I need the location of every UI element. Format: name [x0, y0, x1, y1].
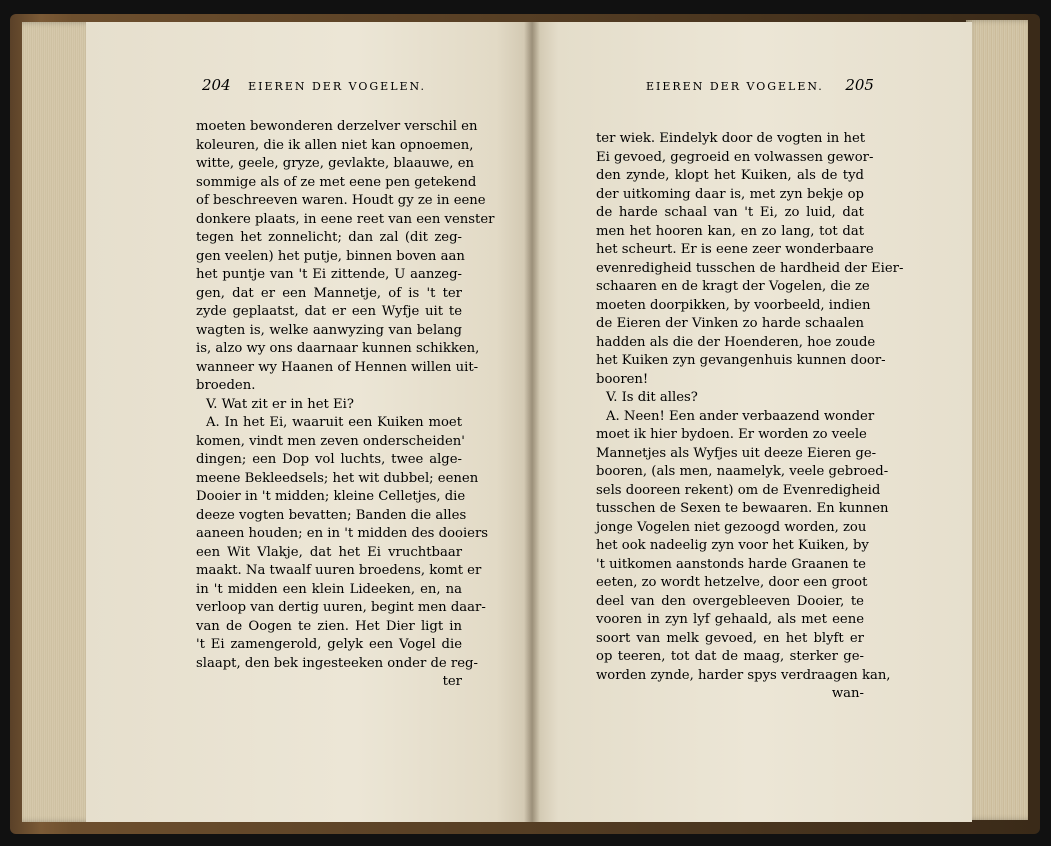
- left-page-text-line: donkere plaats, in eene reet van een venster: [196, 211, 495, 227]
- left-text-block: [196, 118, 495, 692]
- left-page-text-line: gen, dat er een Mannetje, of is 't ter: [196, 285, 462, 301]
- left-page-text-line: slaapt, den bek ingesteeken onder de reg-: [196, 655, 478, 671]
- left-page-catchword: ter: [442, 674, 462, 689]
- right-page-text-line: tusschen de Sexen te bewaaren. En kunnen: [596, 501, 889, 516]
- left-page-text-line: is, alzo wy ons daarnaar kunnen schikken,: [196, 341, 480, 356]
- left-page-text-line: witte, geele, gryze, gevlakte, blaauwe, en: [196, 156, 474, 171]
- left-page-text-line: maakt. Na twaalf uuren broedens, komt er: [196, 563, 482, 578]
- left-page-text-line: 't Ei zamengerold, gelyk een Vogel die: [196, 637, 462, 652]
- left-page-text-line: een Wit Vlakje, dat het Ei vruchtbaar: [196, 544, 462, 560]
- left-page-text-line: sommige als of ze met eene pen getekend: [196, 174, 477, 190]
- right-page-text-line: deel van den overgebleeven Dooier, te: [596, 593, 864, 609]
- right-page-text-line: ter wiek. Eindelyk door de vogten in het: [596, 131, 866, 146]
- right-running-title: EIEREN DER VOGELEN.: [646, 80, 824, 93]
- left-page-text-line: of beschreeven waren. Houdt gy ze in eene: [196, 193, 486, 208]
- right-page-text-line: booren!: [596, 371, 649, 387]
- left-running-title: EIEREN DER VOGELEN.: [248, 80, 426, 93]
- right-page-text-line: jonge Vogelen niet gezoogd worden, zou: [596, 519, 867, 535]
- left-running-head: [202, 76, 426, 94]
- left-page-edges: [22, 22, 94, 822]
- right-page-text-line: schaaren en de kragt der Vogelen, die ze: [596, 279, 870, 294]
- left-page-text-line: broeden.: [196, 378, 256, 393]
- left-page-text-line: tegen het zonnelicht; dan zal (dit zeg-: [196, 230, 462, 245]
- left-page-text-line: wanneer wy Haanen of Hennen willen uit-: [196, 359, 479, 375]
- right-page-text-line: V. Is dit alles?: [606, 390, 698, 405]
- right-page-text-line: evenredigheid tusschen de hardheid der Eier-: [596, 260, 904, 276]
- left-page-text-line: moeten bewonderen derzelver verschil en: [196, 119, 478, 134]
- right-page-text-line: Ei gevoed, gegroeid en volwassen gewor-: [596, 149, 874, 165]
- right-page-number: 205: [845, 76, 874, 94]
- right-page-text-line: soort van melk gevoed, en het blyft er: [596, 630, 864, 646]
- right-page-text-line: eeten, zo wordt hetzelve, door een groot: [596, 575, 868, 590]
- right-page-text-line: het Kuiken zyn gevangenhuis kunnen door-: [596, 353, 886, 368]
- right-page-text-line: men het hooren kan, en zo lang, tot dat: [596, 223, 864, 239]
- left-page-text-line: in 't midden een klein Lideeken, en, na: [196, 581, 462, 597]
- right-running-head: [646, 76, 874, 94]
- left-page-text-line: V. Wat zit er in het Ei?: [206, 396, 354, 412]
- right-page-text-line: worden zynde, harder spys verdraagen kan,: [596, 667, 891, 683]
- left-page-text-line: meene Bekleedsels; het wit dubbel; eenen: [196, 470, 479, 486]
- left-page-text-line: komen, vindt men zeven onderscheiden': [196, 433, 465, 449]
- right-page-text-line: booren, (als men, naamelyk, veele gebroed-: [596, 464, 889, 479]
- right-page-text-line: 't uitkomen aanstonds harde Graanen te: [596, 556, 866, 572]
- right-page-edges: [966, 20, 1028, 820]
- right-page-text-line: Mannetjes als Wyfjes uit deeze Eieren ge-: [596, 445, 877, 461]
- right-page-text-line: het ook nadeelig zyn voor het Kuiken, by: [596, 538, 869, 553]
- right-page-text-line: moet ik hier bydoen. Er worden zo veele: [596, 427, 867, 442]
- left-page-text-line: koleuren, die ik allen niet kan opnoemen,: [196, 137, 474, 153]
- right-page-text-line: het scheurt. Er is eene zeer wonderbaare: [596, 242, 874, 257]
- left-page-text-line: A. In het Ei, waaruit een Kuiken moet: [206, 415, 462, 430]
- right-page-text-line: sels dooreen rekent) om de Evenredigheid: [596, 482, 881, 498]
- left-page-number: 204: [202, 76, 231, 94]
- right-page-text-line: de harde schaal van 't Ei, zo luid, dat: [596, 205, 864, 220]
- left-page-text-line: wagten is, welke aanwyzing van belang: [196, 322, 462, 338]
- left-page-text-line: zyde geplaatst, dat er een Wyfje uit te: [196, 304, 462, 319]
- right-page-catchword: wan-: [831, 686, 864, 701]
- left-page-text-line: deeze vogten bevatten; Banden die alles: [196, 507, 467, 523]
- right-page-text-line: den zynde, klopt het Kuiken, als de tyd: [596, 168, 864, 183]
- left-page-text-line: Dooier in 't midden; kleine Celletjes, die: [196, 489, 466, 504]
- left-page-text-line: het puntje van 't Ei zittende, U aanzeg-: [196, 267, 462, 282]
- right-page-text-line: moeten doorpikken, by voorbeeld, indien: [596, 297, 871, 313]
- left-page-text-line: gen veelen) het putje, binnen boven aan: [196, 248, 465, 264]
- right-text-block: [596, 130, 904, 704]
- right-page-text-line: op teeren, tot dat de maag, sterker ge-: [596, 649, 864, 664]
- right-page-text-line: A. Neen! Een ander verbaazend wonder: [606, 408, 875, 424]
- right-page-text-line: vooren in zyn lyf gehaald, als met eene: [596, 612, 864, 627]
- right-page-text-line: hadden als die der Hoenderen, hoe zoude: [596, 334, 876, 350]
- left-page-text-line: aaneen houden; en in 't midden des dooiers: [196, 526, 489, 541]
- left-page-text-line: verloop van dertig uuren, begint men daar-: [196, 600, 486, 615]
- left-page-text-line: dingen; een Dop vol luchts, twee alge-: [196, 452, 462, 467]
- right-page-text-line: de Eieren der Vinken zo harde schaalen: [596, 316, 864, 331]
- left-page-text-line: van de Oogen te zien. Het Dier ligt in: [196, 618, 462, 634]
- book-gutter: [524, 22, 540, 822]
- right-page-text-line: der uitkoming daar is, met zyn bekje op: [596, 186, 864, 202]
